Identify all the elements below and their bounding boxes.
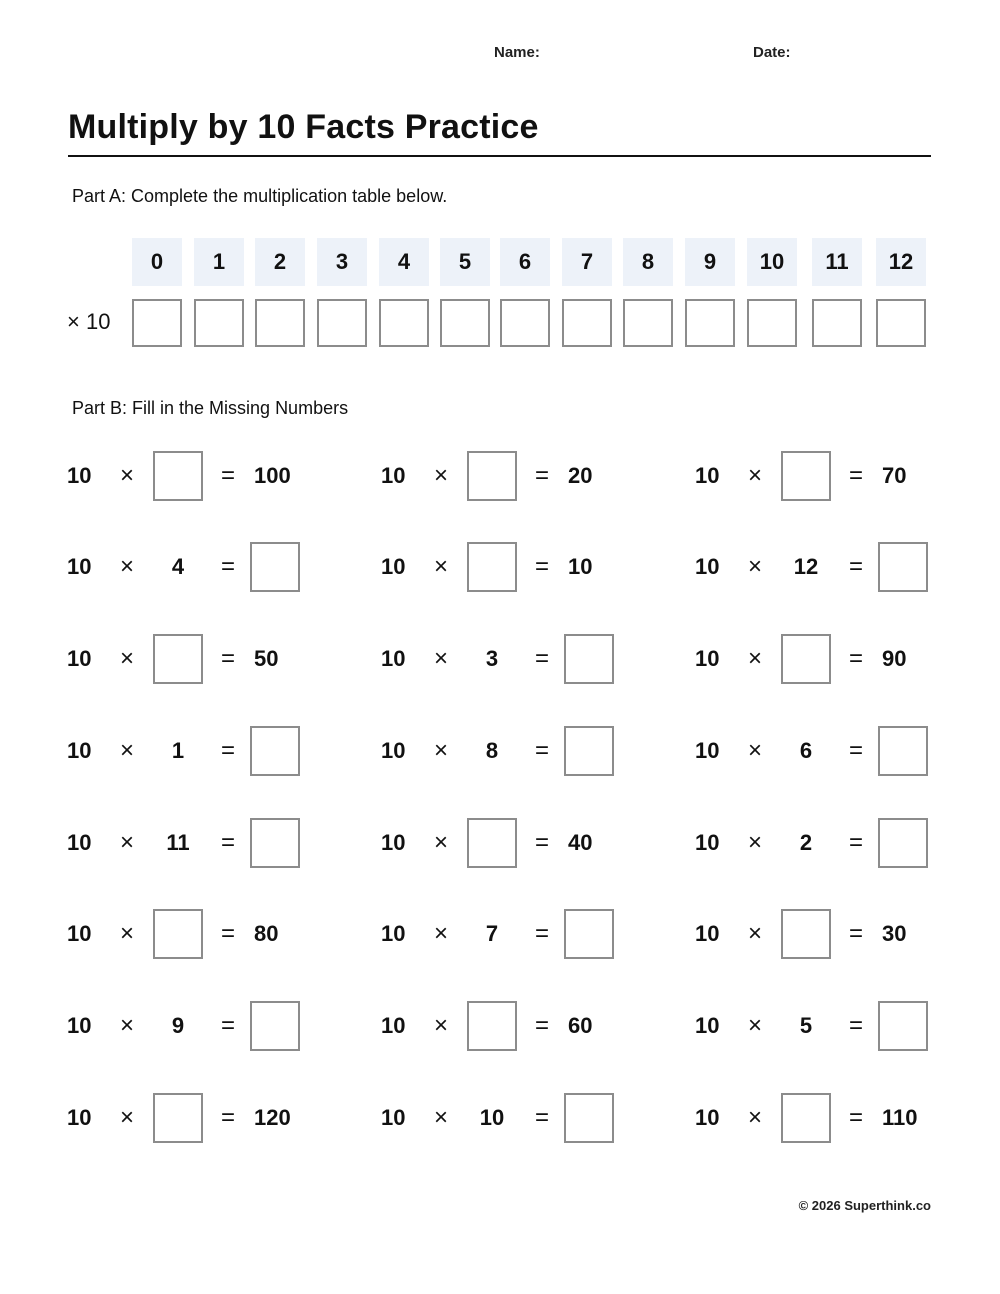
factor-a: 10 — [695, 921, 720, 946]
times-sign: × — [120, 829, 135, 856]
equals-sign: = — [221, 829, 236, 856]
equals-sign: = — [849, 920, 864, 947]
missing-factor-box[interactable] — [781, 1093, 831, 1143]
answer-box[interactable] — [564, 909, 614, 959]
table-answer-box[interactable] — [194, 299, 244, 347]
product: 90 — [882, 646, 907, 671]
factor-a: 10 — [67, 738, 92, 763]
times-sign: × — [434, 645, 449, 672]
factor-a: 10 — [381, 738, 406, 763]
table-header-cell: 6 — [500, 238, 550, 286]
table-header-cell: 5 — [440, 238, 490, 286]
factor-b: 1 — [171, 738, 185, 763]
factor-b: 8 — [485, 738, 499, 763]
equals-sign: = — [535, 829, 550, 856]
table-header-cell: 2 — [255, 238, 305, 286]
problem — [381, 909, 641, 959]
times-sign: × — [748, 920, 763, 947]
table-header-cell: 1 — [194, 238, 244, 286]
factor-b: 10 — [479, 1105, 505, 1130]
product: 50 — [254, 646, 279, 671]
times-sign: × — [434, 920, 449, 947]
product: 100 — [254, 463, 291, 488]
problem — [381, 726, 641, 776]
product: 70 — [882, 463, 907, 488]
factor-a: 10 — [67, 1105, 92, 1130]
problem — [695, 451, 955, 501]
times-sign: × — [120, 1104, 135, 1131]
equals-sign: = — [849, 645, 864, 672]
equals-sign: = — [535, 553, 550, 580]
problem — [67, 909, 327, 959]
date-label: Date: — [753, 44, 791, 61]
equals-sign: = — [535, 1104, 550, 1131]
table-answer-box[interactable] — [685, 299, 735, 347]
missing-factor-box[interactable] — [781, 909, 831, 959]
factor-a: 10 — [67, 463, 92, 488]
problem — [381, 818, 641, 868]
times-sign: × — [748, 737, 763, 764]
problem — [695, 909, 955, 959]
times-sign: × — [748, 462, 763, 489]
answer-box[interactable] — [878, 542, 928, 592]
equals-sign: = — [221, 462, 236, 489]
product: 40 — [568, 830, 593, 855]
missing-factor-box[interactable] — [467, 451, 517, 501]
table-header-cell: 11 — [812, 238, 862, 286]
table-header-cell: 3 — [317, 238, 367, 286]
problem — [381, 634, 641, 684]
times-sign: × — [748, 553, 763, 580]
problem — [695, 542, 955, 592]
table-answer-box[interactable] — [812, 299, 862, 347]
times-sign: × — [434, 553, 449, 580]
equals-sign: = — [535, 737, 550, 764]
equals-sign: = — [221, 737, 236, 764]
product: 20 — [568, 463, 593, 488]
product: 120 — [254, 1105, 291, 1130]
table-answer-box[interactable] — [255, 299, 305, 347]
table-answer-box[interactable] — [379, 299, 429, 347]
factor-a: 10 — [381, 646, 406, 671]
equals-sign: = — [535, 462, 550, 489]
factor-a: 10 — [67, 830, 92, 855]
problem — [381, 451, 641, 501]
times-sign: × — [120, 737, 135, 764]
problem — [67, 818, 327, 868]
equals-sign: = — [221, 1012, 236, 1039]
table-header-cell: 4 — [379, 238, 429, 286]
product: 110 — [882, 1105, 918, 1130]
product: 30 — [882, 921, 907, 946]
table-header-cell: 0 — [132, 238, 182, 286]
problem — [695, 1093, 955, 1143]
times-sign: × — [748, 1104, 763, 1131]
table-answer-box[interactable] — [317, 299, 367, 347]
times-sign: × — [120, 645, 135, 672]
missing-factor-box[interactable] — [781, 451, 831, 501]
problem — [67, 634, 327, 684]
problem — [381, 1001, 641, 1051]
copyright-footer: © 2026 Superthink.co — [798, 1198, 931, 1213]
answer-box[interactable] — [878, 1001, 928, 1051]
problem — [695, 1001, 955, 1051]
times-sign: × — [120, 1012, 135, 1039]
times-sign: × — [748, 645, 763, 672]
problem — [67, 726, 327, 776]
factor-b: 9 — [171, 1013, 185, 1038]
problem — [67, 1001, 327, 1051]
factor-a: 10 — [695, 1105, 720, 1130]
times-sign: × — [120, 462, 135, 489]
equals-sign: = — [221, 645, 236, 672]
answer-box[interactable] — [250, 818, 300, 868]
missing-factor-box[interactable] — [153, 634, 203, 684]
times-sign: × — [120, 920, 135, 947]
equals-sign: = — [535, 645, 550, 672]
equals-sign: = — [849, 829, 864, 856]
equals-sign: = — [221, 1104, 236, 1131]
factor-b: 5 — [799, 1013, 813, 1038]
equals-sign: = — [849, 737, 864, 764]
page-title: Multiply by 10 Facts Practice — [68, 108, 539, 146]
problem — [695, 726, 955, 776]
title-divider — [68, 155, 931, 157]
times-sign: × — [434, 462, 449, 489]
table-header-cell: 12 — [876, 238, 926, 286]
equals-sign: = — [849, 462, 864, 489]
answer-box[interactable] — [564, 634, 614, 684]
equals-sign: = — [849, 1012, 864, 1039]
times-sign: × — [434, 1104, 449, 1131]
table-answer-box[interactable] — [876, 299, 926, 347]
table-answer-box[interactable] — [440, 299, 490, 347]
table-header-cell: 8 — [623, 238, 673, 286]
missing-factor-box[interactable] — [467, 1001, 517, 1051]
equals-sign: = — [535, 920, 550, 947]
factor-b: 4 — [171, 554, 185, 579]
problem — [67, 1093, 327, 1143]
factor-a: 10 — [381, 554, 406, 579]
problem — [67, 542, 327, 592]
factor-a: 10 — [381, 1105, 406, 1130]
times-sign: × — [434, 829, 449, 856]
answer-box[interactable] — [878, 726, 928, 776]
times-sign: × — [748, 1012, 763, 1039]
factor-a: 10 — [695, 830, 720, 855]
factor-a: 10 — [695, 646, 720, 671]
table-answer-box[interactable] — [132, 299, 182, 347]
missing-factor-box[interactable] — [467, 818, 517, 868]
part-a-heading: Part A: Complete the multiplication table below. — [72, 186, 448, 206]
factor-b: 6 — [799, 738, 813, 763]
times-sign: × — [434, 1012, 449, 1039]
factor-a: 10 — [67, 921, 92, 946]
factor-a: 10 — [695, 1013, 720, 1038]
problem — [381, 542, 641, 592]
missing-factor-box[interactable] — [153, 909, 203, 959]
times-sign: × — [120, 553, 135, 580]
factor-a: 10 — [381, 1013, 406, 1038]
factor-a: 10 — [381, 921, 406, 946]
problem — [695, 818, 955, 868]
factor-a: 10 — [695, 463, 720, 488]
table-header-cell: 9 — [685, 238, 735, 286]
problem — [695, 634, 955, 684]
answer-box[interactable] — [878, 818, 928, 868]
answer-box[interactable] — [250, 542, 300, 592]
missing-factor-box[interactable] — [153, 1093, 203, 1143]
factor-b: 11 — [166, 830, 190, 855]
factor-b: 7 — [485, 921, 499, 946]
missing-factor-box[interactable] — [467, 542, 517, 592]
times-ten-row-label: × 10 — [67, 309, 111, 334]
times-sign: × — [748, 829, 763, 856]
equals-sign: = — [849, 1104, 864, 1131]
part-b-heading: Part B: Fill in the Missing Numbers — [72, 398, 349, 418]
factor-a: 10 — [67, 646, 92, 671]
answer-box[interactable] — [564, 726, 614, 776]
answer-box[interactable] — [250, 726, 300, 776]
table-answer-box[interactable] — [747, 299, 797, 347]
table-header-cell: 10 — [747, 238, 797, 286]
equals-sign: = — [221, 920, 236, 947]
factor-a: 10 — [695, 738, 720, 763]
answer-box[interactable] — [564, 1093, 614, 1143]
factor-a: 10 — [381, 830, 406, 855]
answer-box[interactable] — [250, 1001, 300, 1051]
factor-b: 3 — [485, 646, 499, 671]
missing-factor-box[interactable] — [153, 451, 203, 501]
problem — [381, 1093, 641, 1143]
factor-a: 10 — [67, 1013, 92, 1038]
factor-a: 10 — [67, 554, 92, 579]
table-answer-box[interactable] — [623, 299, 673, 347]
table-header-cell: 7 — [562, 238, 612, 286]
times-sign: × — [434, 737, 449, 764]
name-label: Name: — [494, 44, 540, 61]
equals-sign: = — [221, 553, 236, 580]
product: 10 — [568, 554, 593, 579]
problem — [67, 451, 327, 501]
factor-b: 12 — [793, 554, 819, 579]
table-answer-box[interactable] — [500, 299, 550, 347]
factor-a: 10 — [695, 554, 720, 579]
missing-factor-box[interactable] — [781, 634, 831, 684]
product: 80 — [254, 921, 279, 946]
equals-sign: = — [535, 1012, 550, 1039]
equals-sign: = — [849, 553, 864, 580]
factor-b: 2 — [799, 830, 813, 855]
table-answer-box[interactable] — [562, 299, 612, 347]
factor-a: 10 — [381, 463, 406, 488]
product: 60 — [568, 1013, 593, 1038]
